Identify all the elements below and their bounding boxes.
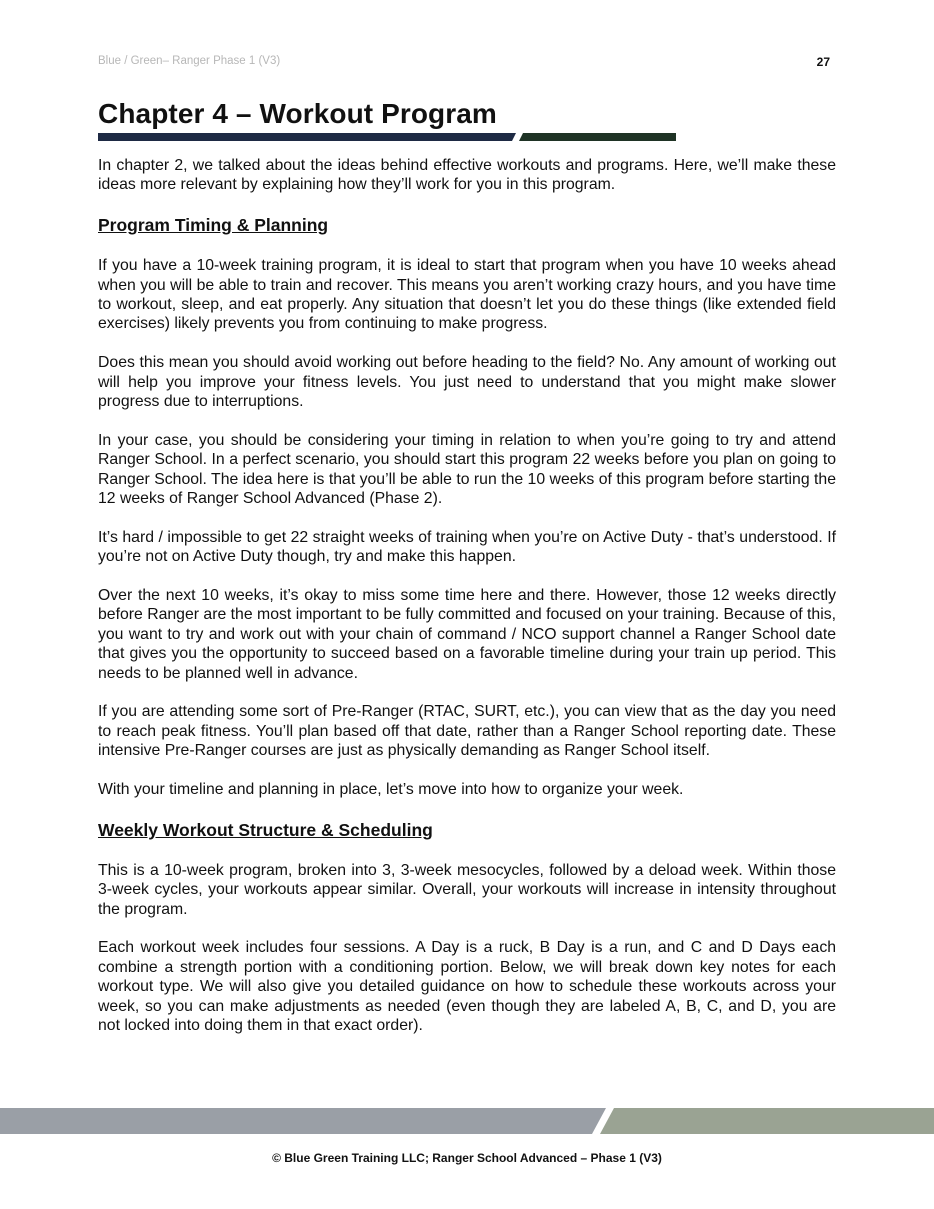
main-content: [98, 156, 836, 1055]
paragraph: Each workout week includes four sessions. A Day is a ruck, B Day is a run, and C and D Days each combine a strength portion with a conditioning portion. Below, we will break down key notes for each workout type. We will also give you detailed guidance on how to schedule these workouts across your week, so you can make adjustments as needed (even though they are labeled A, B, C, and D, you are not locked into doing them in that exact order).: [98, 939, 836, 1035]
page-number: 27: [816, 55, 830, 69]
paragraph: Does this mean you should avoid working out before heading to the field? No. Any amount of working out will help you improve your fitness levels. You just need to understand that you might make slower progress due to interruptions.: [98, 354, 836, 411]
paragraph: In your case, you should be considering your timing in relation to when you’re going to try and attend Ranger School. In a perfect scenario, you should start this program 22 weeks before you plan on going to Ranger School. The idea here is that you’ll be able to run the 10 weeks of this program before starting the 12 weeks of Ranger School Advanced (Phase 2).: [98, 431, 836, 508]
title-rule-navy: [98, 133, 516, 141]
section-heading-weekly-structure: Weekly Workout Structure & Scheduling: [98, 819, 433, 840]
title-underline-rule: [98, 133, 678, 143]
footer-band: [0, 1108, 934, 1136]
paragraph: This is a 10-week program, broken into 3, 3-week mesocycles, followed by a deload week. Within those 3-week cycles, your workouts appear similar. Overall, your workouts will increase in intensity throughout the program.: [98, 861, 836, 918]
paragraph: With your timeline and planning in place, let’s move into how to organize your week.: [98, 781, 684, 799]
paragraph: If you are attending some sort of Pre-Ranger (RTAC, SURT, etc.), you can view that as the day you need to reach peak fitness. You’ll plan based off that date, rather than a Ranger School reporting date. These intensive Pre-Ranger courses are just as physically demanding as Ranger School itself.: [98, 703, 836, 760]
section-heading-program-timing: Program Timing & Planning: [98, 215, 329, 236]
intro-paragraph: In chapter 2, we talked about the ideas behind effective workouts and programs. Here, we’ll make these ideas more relevant by explaining how they’ll work for you in this program.: [98, 157, 836, 194]
title-rule-green: [519, 133, 676, 141]
footer-copyright: © Blue Green Training LLC; Ranger School Advanced – Phase 1 (V3): [272, 1151, 662, 1165]
paragraph: If you have a 10-week training program, it is ideal to start that program when you have 10 weeks ahead when you will be able to train and recover. This means you aren’t working crazy hours, and you have time to workout, sleep, and eat properly. Any situation that doesn’t let you do these things (like extended field exercises) likely prevents you from continuing to make progress.: [98, 257, 836, 333]
running-header: Blue / Green– Ranger Phase 1 (V3): [98, 55, 281, 67]
paragraph: Over the next 10 weeks, it’s okay to miss some time here and there. However, those 12 weeks directly before Ranger are the most important to be fully committed and focused on your training. Because of this, you want to try and work out with your chain of command / NCO support channel a Ranger School date that gives you the opportunity to succeed based on a favorable timeline during your train up period. This needs to be planned well in advance.: [98, 587, 836, 682]
paragraph: It’s hard / impossible to get 22 straight weeks of training when you’re on Active Duty - that’s understood. If you’re not on Active Duty though, try and make this happen.: [98, 528, 836, 566]
chapter-title: Chapter 4 – Workout Program: [98, 98, 497, 129]
footer-band-gray: [0, 1108, 606, 1134]
footer-band-green: [600, 1108, 934, 1134]
